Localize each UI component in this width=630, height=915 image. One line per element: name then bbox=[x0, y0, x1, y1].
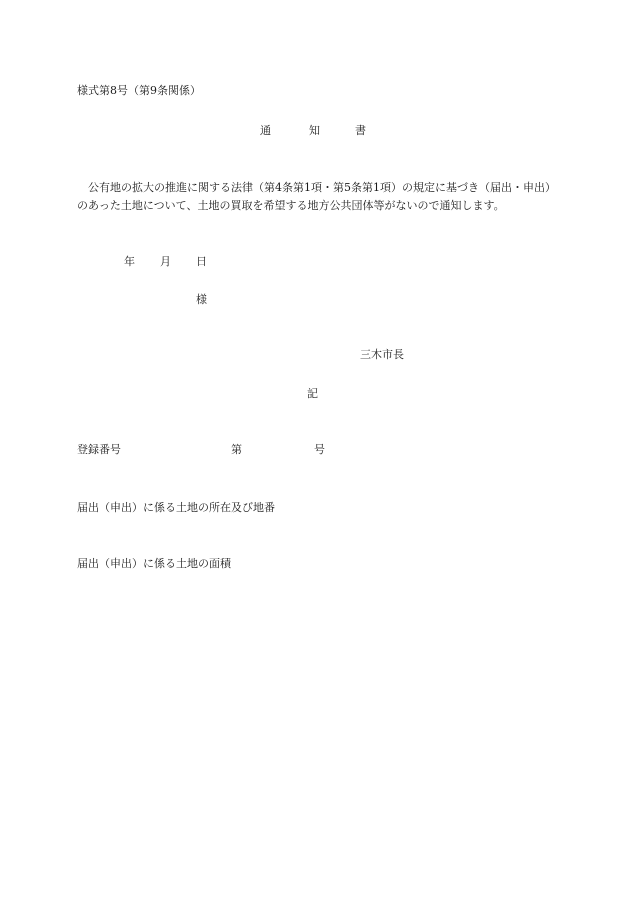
area-label: 届出（申出）に係る土地の面積 bbox=[77, 557, 231, 570]
addressee-suffix: 様 bbox=[196, 293, 207, 306]
date-month: 月 bbox=[160, 255, 171, 268]
ki-heading: 記 bbox=[307, 387, 318, 400]
form-number: 様式第8号（第9条関係） bbox=[77, 84, 201, 97]
body-line-1: 公有地の拡大の推進に関する法律（第4条第1項・第5条第1項）の規定に基づき（届出・申出） bbox=[88, 181, 556, 194]
body-line-2: のあった土地について、土地の買取を希望する地方公共団体等がないので通知します。 bbox=[77, 199, 505, 212]
date-day: 日 bbox=[196, 255, 207, 268]
registration-label: 登録番号 bbox=[77, 443, 121, 456]
date-year: 年 bbox=[124, 255, 135, 268]
title-char-3: 書 bbox=[355, 124, 366, 137]
title-char-2: 知 bbox=[309, 124, 320, 137]
registration-prefix: 第 bbox=[231, 443, 242, 456]
location-label: 届出（申出）に係る土地の所在及び地番 bbox=[77, 501, 275, 514]
sender-name: 三木市長 bbox=[360, 348, 404, 361]
registration-suffix: 号 bbox=[314, 443, 325, 456]
title-char-1: 通 bbox=[260, 124, 271, 137]
